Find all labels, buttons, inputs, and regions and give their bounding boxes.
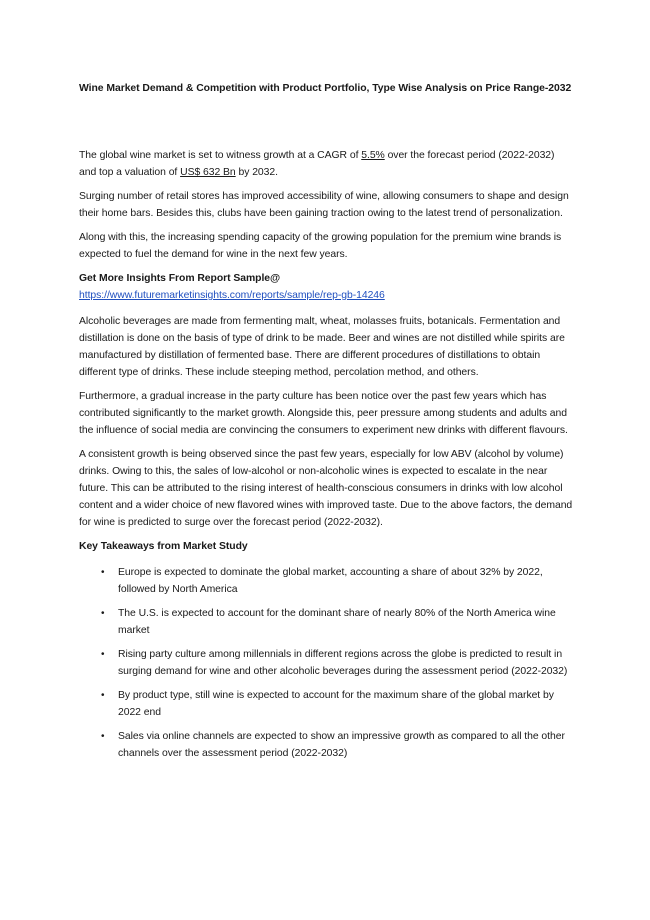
document-page: [79, 80, 573, 769]
cagr-value: 5.5%: [361, 150, 385, 161]
sample-link[interactable]: https://www.futuremarketinsights.com/reports/sample/rep-gb-14246: [79, 290, 385, 301]
intro-text-start: The global wine market is set to witness growth at a CAGR of: [79, 150, 362, 161]
list-item: [79, 728, 573, 762]
list-item: [79, 646, 573, 680]
list-item: [79, 605, 573, 639]
bullet-icon: •: [101, 731, 105, 742]
intro-paragraph: [79, 147, 573, 181]
list-item-text: Rising party culture among millennials in different regions across the globe is predicted to result in surging demand for wine and other alcoholic beverages during the assessment period (2022-2032): [118, 649, 568, 677]
paragraph-retail: Surging number of retail stores has improved accessibility of wine, allowing consumers to shape and design their home bars. Besides this, clubs have been gaining traction owing to the latest trend of personalization.: [79, 191, 569, 219]
key-takeaways-list: [79, 564, 573, 762]
document-title: Wine Market Demand & Competition with Product Portfolio, Type Wise Analysis on Price Range-2032: [79, 83, 572, 94]
list-item: [79, 564, 573, 598]
list-item: [79, 687, 573, 721]
paragraph-spending: Along with this, the increasing spending capacity of the growing population for the premium wine brands is expected to fuel the demand for wine in the next few years.: [79, 232, 562, 260]
intro-text-end: by 2032.: [235, 167, 278, 178]
list-item-text: Europe is expected to dominate the global market, accounting a share of about 32% by 2022, followed by North America: [118, 567, 543, 595]
list-item-text: The U.S. is expected to account for the dominant share of nearly 80% of the North America wine market: [118, 608, 556, 636]
bullet-icon: •: [101, 567, 105, 578]
sample-heading: Get More Insights From Report Sample@: [79, 273, 281, 284]
list-item-text: By product type, still wine is expected to account for the maximum share of the global market by 2022 end: [118, 690, 554, 718]
paragraph-low-abv: A consistent growth is being observed since the past few years, especially for low ABV (alcohol by volume) drinks. Owing to this, the sales of low-alcohol or non-alcoholic wines is expected to escalate in the near future. This can be attributed to the rising interest of health-conscious consumers in drinks with low alcohol content and a wider choice of new flavored wines with improved taste. Due to the above factors, the demand for wine is predicted to surge over the forecast period (2022-2032).: [79, 449, 573, 528]
valuation-value: US$ 632 Bn: [180, 167, 236, 178]
bullet-icon: •: [101, 608, 105, 619]
bullet-icon: •: [101, 649, 105, 660]
key-takeaways-heading: Key Takeaways from Market Study: [79, 541, 248, 552]
paragraph-alcoholic-beverages: Alcoholic beverages are made from fermenting malt, wheat, molasses fruits, botanicals. Fermentation and distillation is done on the basis of type of drink to be made. Beer and wines are not distilled while spirits are manufactured by distillation of fermented base. There are different procedures of distillations to obtain different type of drinks. These include steeping method, percolation method, and others.: [79, 316, 565, 378]
bullet-icon: •: [101, 690, 105, 701]
list-item-text: Sales via online channels are expected to show an impressive growth as compared to all the other channels over the assessment period (2022-2032): [118, 731, 565, 759]
intro-text-middle: over the forecast period (2022-2032) and top a valuation of: [79, 150, 555, 178]
paragraph-party-culture: Furthermore, a gradual increase in the party culture has been notice over the past few years which has contributed significantly to the market growth. Alongside this, peer pressure among students and adults and the influence of social media are convincing the consumers to experiment new drinks with different flavours.: [79, 391, 568, 436]
